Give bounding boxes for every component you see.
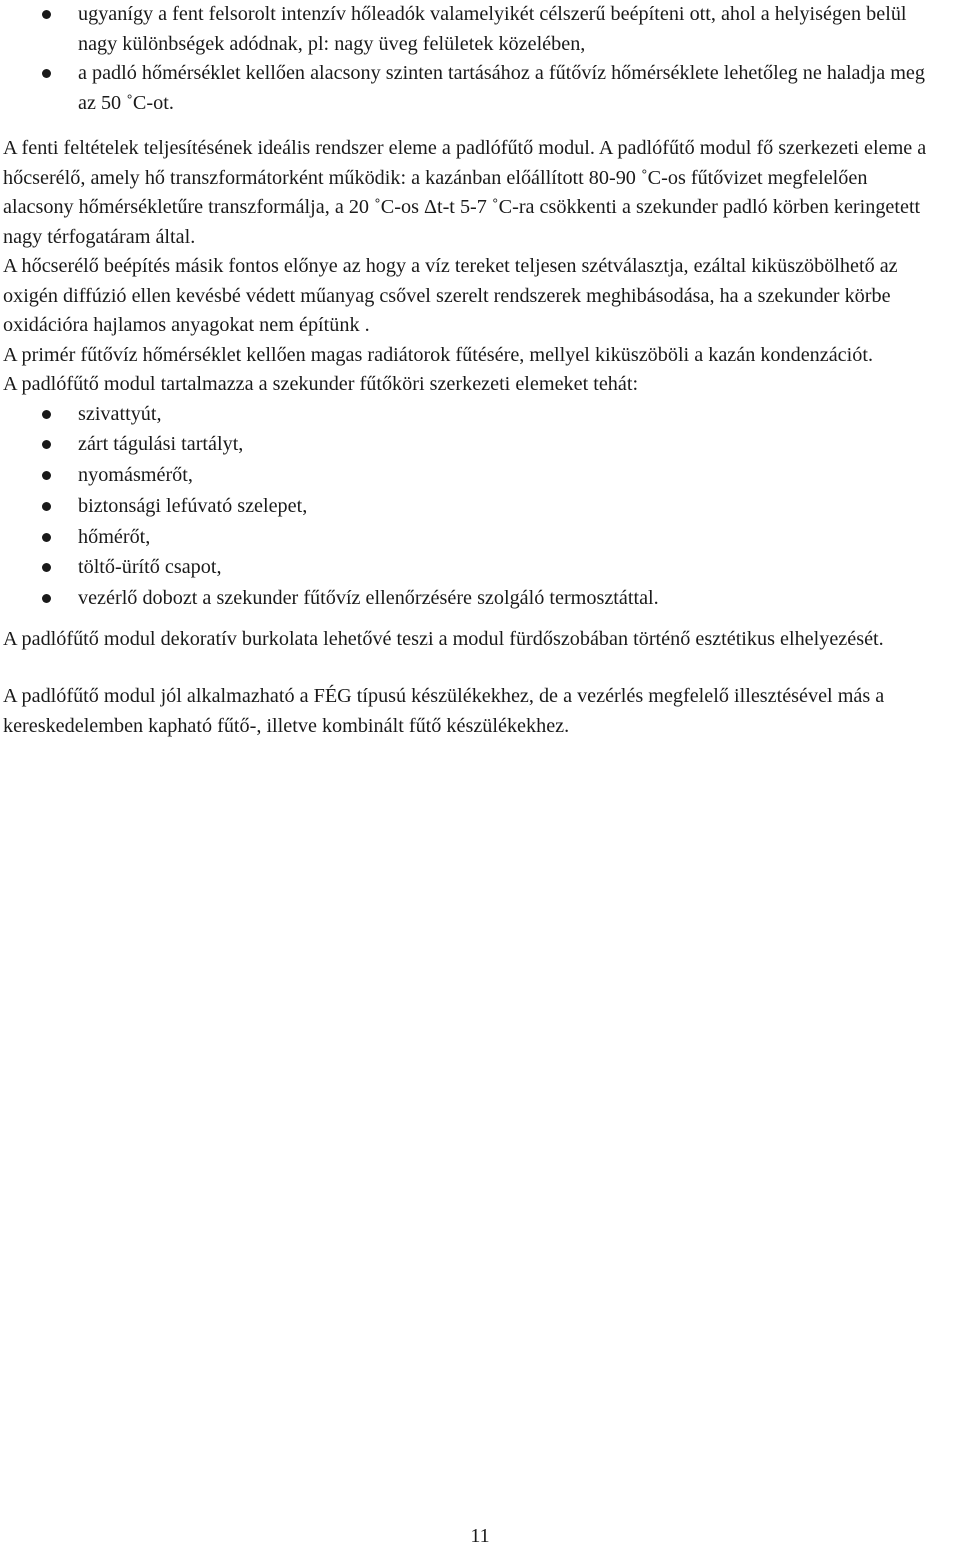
paragraph-ideal-system: A fenti feltételek teljesítésének ideális rendszer eleme a padlófűtő modul. A padlófűtő modul fő szerkezeti eleme a hőcserélő, amely hő transzformátorként működik: a kazánban előállított 80-90 ˚C-os fűtővizet megfelelően alacsony hőmérsékletűre transzformálja, a 20 ˚C-os Δt-t 5-7 ˚C-ra csökkenti a szekunder padló körben keringetett nagy térfogatáram által. xyxy=(3,137,927,248)
paragraph-module-contents: A padlófűtő modul tartalmazza a szekunder fűtőköri szerkezeti elemeket tehát: xyxy=(3,373,639,395)
list-item-text: hőmérőt, xyxy=(78,525,151,548)
list-item xyxy=(3,461,931,491)
bullet-icon xyxy=(42,502,51,511)
bullet-icon xyxy=(42,410,51,419)
list-item xyxy=(3,430,931,460)
bullet-icon xyxy=(42,471,51,480)
paragraph-compatibility: A padlófűtő modul jól alkalmazható a FÉG típusú készülékekhez, de a vezérlés megfelelő illesztésével más a kereskedelemben kapható fűtő-, illetve kombinált fűtő készülékekhez. xyxy=(3,685,885,737)
list-item xyxy=(3,0,931,59)
list-item xyxy=(3,492,931,522)
list-item xyxy=(3,59,931,118)
bullet-icon xyxy=(42,563,51,572)
bullet-icon xyxy=(42,10,51,19)
bullet-icon xyxy=(42,69,51,78)
list-item-text: szivattyút, xyxy=(78,402,162,425)
list-item xyxy=(3,584,931,614)
bullet-icon xyxy=(42,594,51,603)
list-item xyxy=(3,553,931,583)
document-page xyxy=(3,0,931,741)
list-item xyxy=(3,523,931,553)
list-item-text: biztonsági lefúvató szelepet, xyxy=(78,494,308,517)
list-item-text: töltő-ürítő csapot, xyxy=(78,556,222,579)
bullet-icon xyxy=(42,533,51,542)
list-item-text: zárt tágulási tartályt, xyxy=(78,433,244,456)
bullet-icon xyxy=(42,440,51,449)
list-item-text: vezérlő dobozt a szekunder fűtővíz ellenőrzésére szolgáló termosztáttal. xyxy=(78,587,659,610)
list-item xyxy=(3,400,931,430)
paragraph-heat-exchanger: A hőcserélő beépítés másik fontos előnye az hogy a víz tereket teljesen szétválasztja, ezáltal kiküszöbölhető az oxigén diffúzió ellen kevésbé védett műanyag csővel szerelt rendszerek meghibásodása, ha a szekunder körbe oxidációra hajlamos anyagokat nem építünk . xyxy=(3,255,898,336)
list-item-text: ugyanígy a fent felsorolt intenzív hőleadók valamelyikét célszerű beépíteni ott, ahol a helyiségen belül nagy különbségek adódnak, pl: nagy üveg felületek közelében, xyxy=(78,3,907,55)
intro-bullet-list xyxy=(3,0,931,118)
paragraph-decorative-cover: A padlófűtő modul dekoratív burkolata lehetővé teszi a modul fürdőszobában történő esztétikus elhelyezését. xyxy=(3,627,884,650)
page-number: 11 xyxy=(470,1525,490,1547)
list-item-text: a padló hőmérséklet kellően alacsony szinten tartásához a fűtővíz hőmérséklete lehetőleg ne haladja meg az 50 ˚C-ot. xyxy=(78,62,925,114)
paragraph-primary-water: A primér fűtővíz hőmérséklet kellően magas radiátorok fűtésére, mellyel kiküszöböli a kazán kondenzációt. xyxy=(3,343,874,366)
list-item-text: nyomásmérőt, xyxy=(78,464,193,487)
component-bullet-list xyxy=(3,400,931,614)
